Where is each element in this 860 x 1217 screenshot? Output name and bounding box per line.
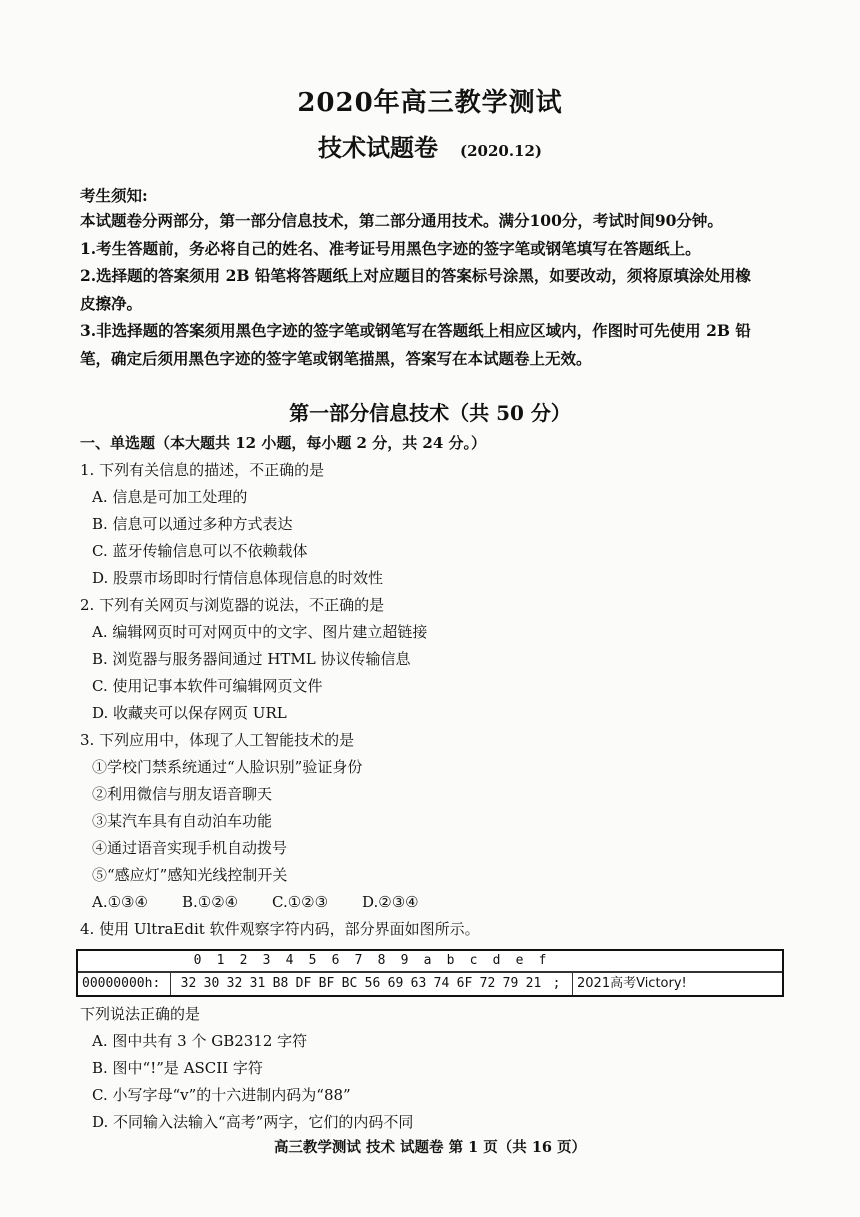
hex-byte: BC [341,976,358,991]
q3-item-5: ⑤“感应灯”感知光线控制开关 [92,866,288,884]
hex-row [78,972,782,995]
question-1-stem: 1. 下列有关信息的描述，不正确的是 [80,461,325,479]
notice-line: 3.非选择题的答案须用黑色字迹的签字笔或钢笔写在答题纸上相应区域内，作图时可先使用 2B 铅 [80,321,751,340]
q4-option-b: B. 图中“!”是 ASCII 字符 [92,1059,263,1077]
hex-byte: 69 [387,976,404,991]
hex-col: 2 [239,953,248,968]
q4-option-a: A. 图中共有 3 个 GB2312 字符 [92,1032,308,1050]
q1-option-b: B. 信息可以通过多种方式表达 [92,515,293,533]
hex-byte: 72 [479,976,496,991]
part-intro: 一、单选题（本大题共 12 小题，每小题 2 分，共 24 分。） [80,434,487,452]
hex-byte: 74 [433,976,450,991]
q2-option-d: D. 收藏夹可以保存网页 URL [92,704,287,722]
notice-line: 笔，确定后须用黑色字迹的签字笔或钢笔描黑，答案写在本试题卷上无效。 [80,348,592,368]
section-title: 第一部分信息技术（共 50 分） [289,401,571,425]
hex-col: 9 [400,953,409,968]
notice-line: 本试题卷分两部分，第一部分信息技术，第二部分通用技术。满分100分，考试时间90分钟。 [80,211,723,230]
exam-subtitle [0,128,860,163]
subtitle-text: 技术试题卷 [317,133,438,162]
exam-date: (2020.12) [459,142,543,160]
question-area [80,430,780,1136]
q4-option-d: D. 不同输入法输入“高考”两字，它们的内码不同 [92,1113,414,1131]
hex-col: a [423,953,432,968]
hex-bytes [177,976,568,991]
q3-choice-c: C.①②③ [272,893,329,911]
q3-item-1: ①学校门禁系统通过“人脸识别”验证身份 [92,758,363,776]
hex-byte: 21 [525,976,542,991]
q3-choice-a: A.①③④ [92,893,148,911]
q3-item-3: ③某汽车具有自动泊车功能 [92,812,273,830]
q1-option-c: C. 蓝牙传输信息可以不依赖载体 [92,542,308,560]
hex-col: e [515,953,524,968]
hex-col: d [492,953,501,968]
hex-byte: 63 [410,976,427,991]
hex-byte: 32 [226,976,243,991]
q2-option-b: B. 浏览器与服务器间通过 HTML 协议传输信息 [92,650,411,668]
hex-col: 4 [285,953,294,968]
question-2-stem: 2. 下列有关网页与浏览器的说法，不正确的是 [80,596,385,614]
q4-option-c: C. 小写字母“v”的十六进制内码为“88” [92,1086,351,1104]
hex-byte: 32 [180,976,197,991]
hex-byte: 30 [203,976,220,991]
q3-item-4: ④通过语音实现手机自动拨号 [92,839,288,857]
hex-byte: 56 [364,976,381,991]
hex-text-column: 2021高考Victory! [572,973,687,995]
hex-byte: BF [318,976,335,991]
q2-option-a: A. 编辑网页时可对网页中的文字、图片建立超链接 [92,623,428,641]
q3-choice-b: B.①②④ [182,893,239,911]
q2-option-c: C. 使用记事本软件可编辑网页文件 [92,677,323,695]
hex-byte: DF [295,976,312,991]
hex-col: 1 [216,953,225,968]
hex-viewer [76,949,784,997]
exam-title: 2020年高三教学测试 [297,88,563,118]
q3-choice-d: D.②③④ [362,893,419,911]
hex-address: 00000000h: [78,973,171,995]
hex-byte: 79 [502,976,519,991]
hex-col: 5 [308,953,317,968]
q3-choices [80,889,780,916]
q1-option-a: A. 信息是可加工处理的 [92,488,248,506]
q4-prompt: 下列说法正确的是 [80,1005,201,1023]
hex-separator: ; [552,976,561,991]
notice-line: 1.考生答题前，务必将自己的姓名、准考证号用黑色字迹的签字笔或钢笔填写在答题纸上。 [80,238,701,258]
hex-col: f [538,953,547,968]
hex-byte: 31 [249,976,266,991]
hex-byte: 6F [456,976,473,991]
question-4-stem: 4. 使用 UltraEdit 软件观察字符内码，部分界面如图所示。 [80,920,480,938]
q3-item-2: ②利用微信与朋友语音聊天 [92,785,273,803]
notice-heading: 考生须知: [80,186,148,205]
page-footer: 高三教学测试 技术 试题卷 第 1 页（共 16 页） [273,1139,587,1156]
hex-col: 6 [331,953,340,968]
hex-col: 8 [377,953,386,968]
q1-option-d: D. 股票市场即时行情信息体现信息的时效性 [92,569,384,587]
question-3-stem: 3. 下列应用中，体现了人工智能技术的是 [80,731,355,749]
hex-column-header [78,951,782,972]
hex-col: 0 [193,953,202,968]
hex-col: b [446,953,455,968]
notice-body [80,207,780,372]
hex-col: 7 [354,953,363,968]
hex-byte: B8 [272,976,289,991]
hex-col: c [469,953,478,968]
notice-line: 2.选择题的答案须用 2B 铅笔将答题纸上对应题目的答案标号涂黑，如要改动，须将原填涂处用橡 [80,266,751,285]
notice-line: 皮擦净。 [80,293,143,313]
hex-col: 3 [262,953,271,968]
